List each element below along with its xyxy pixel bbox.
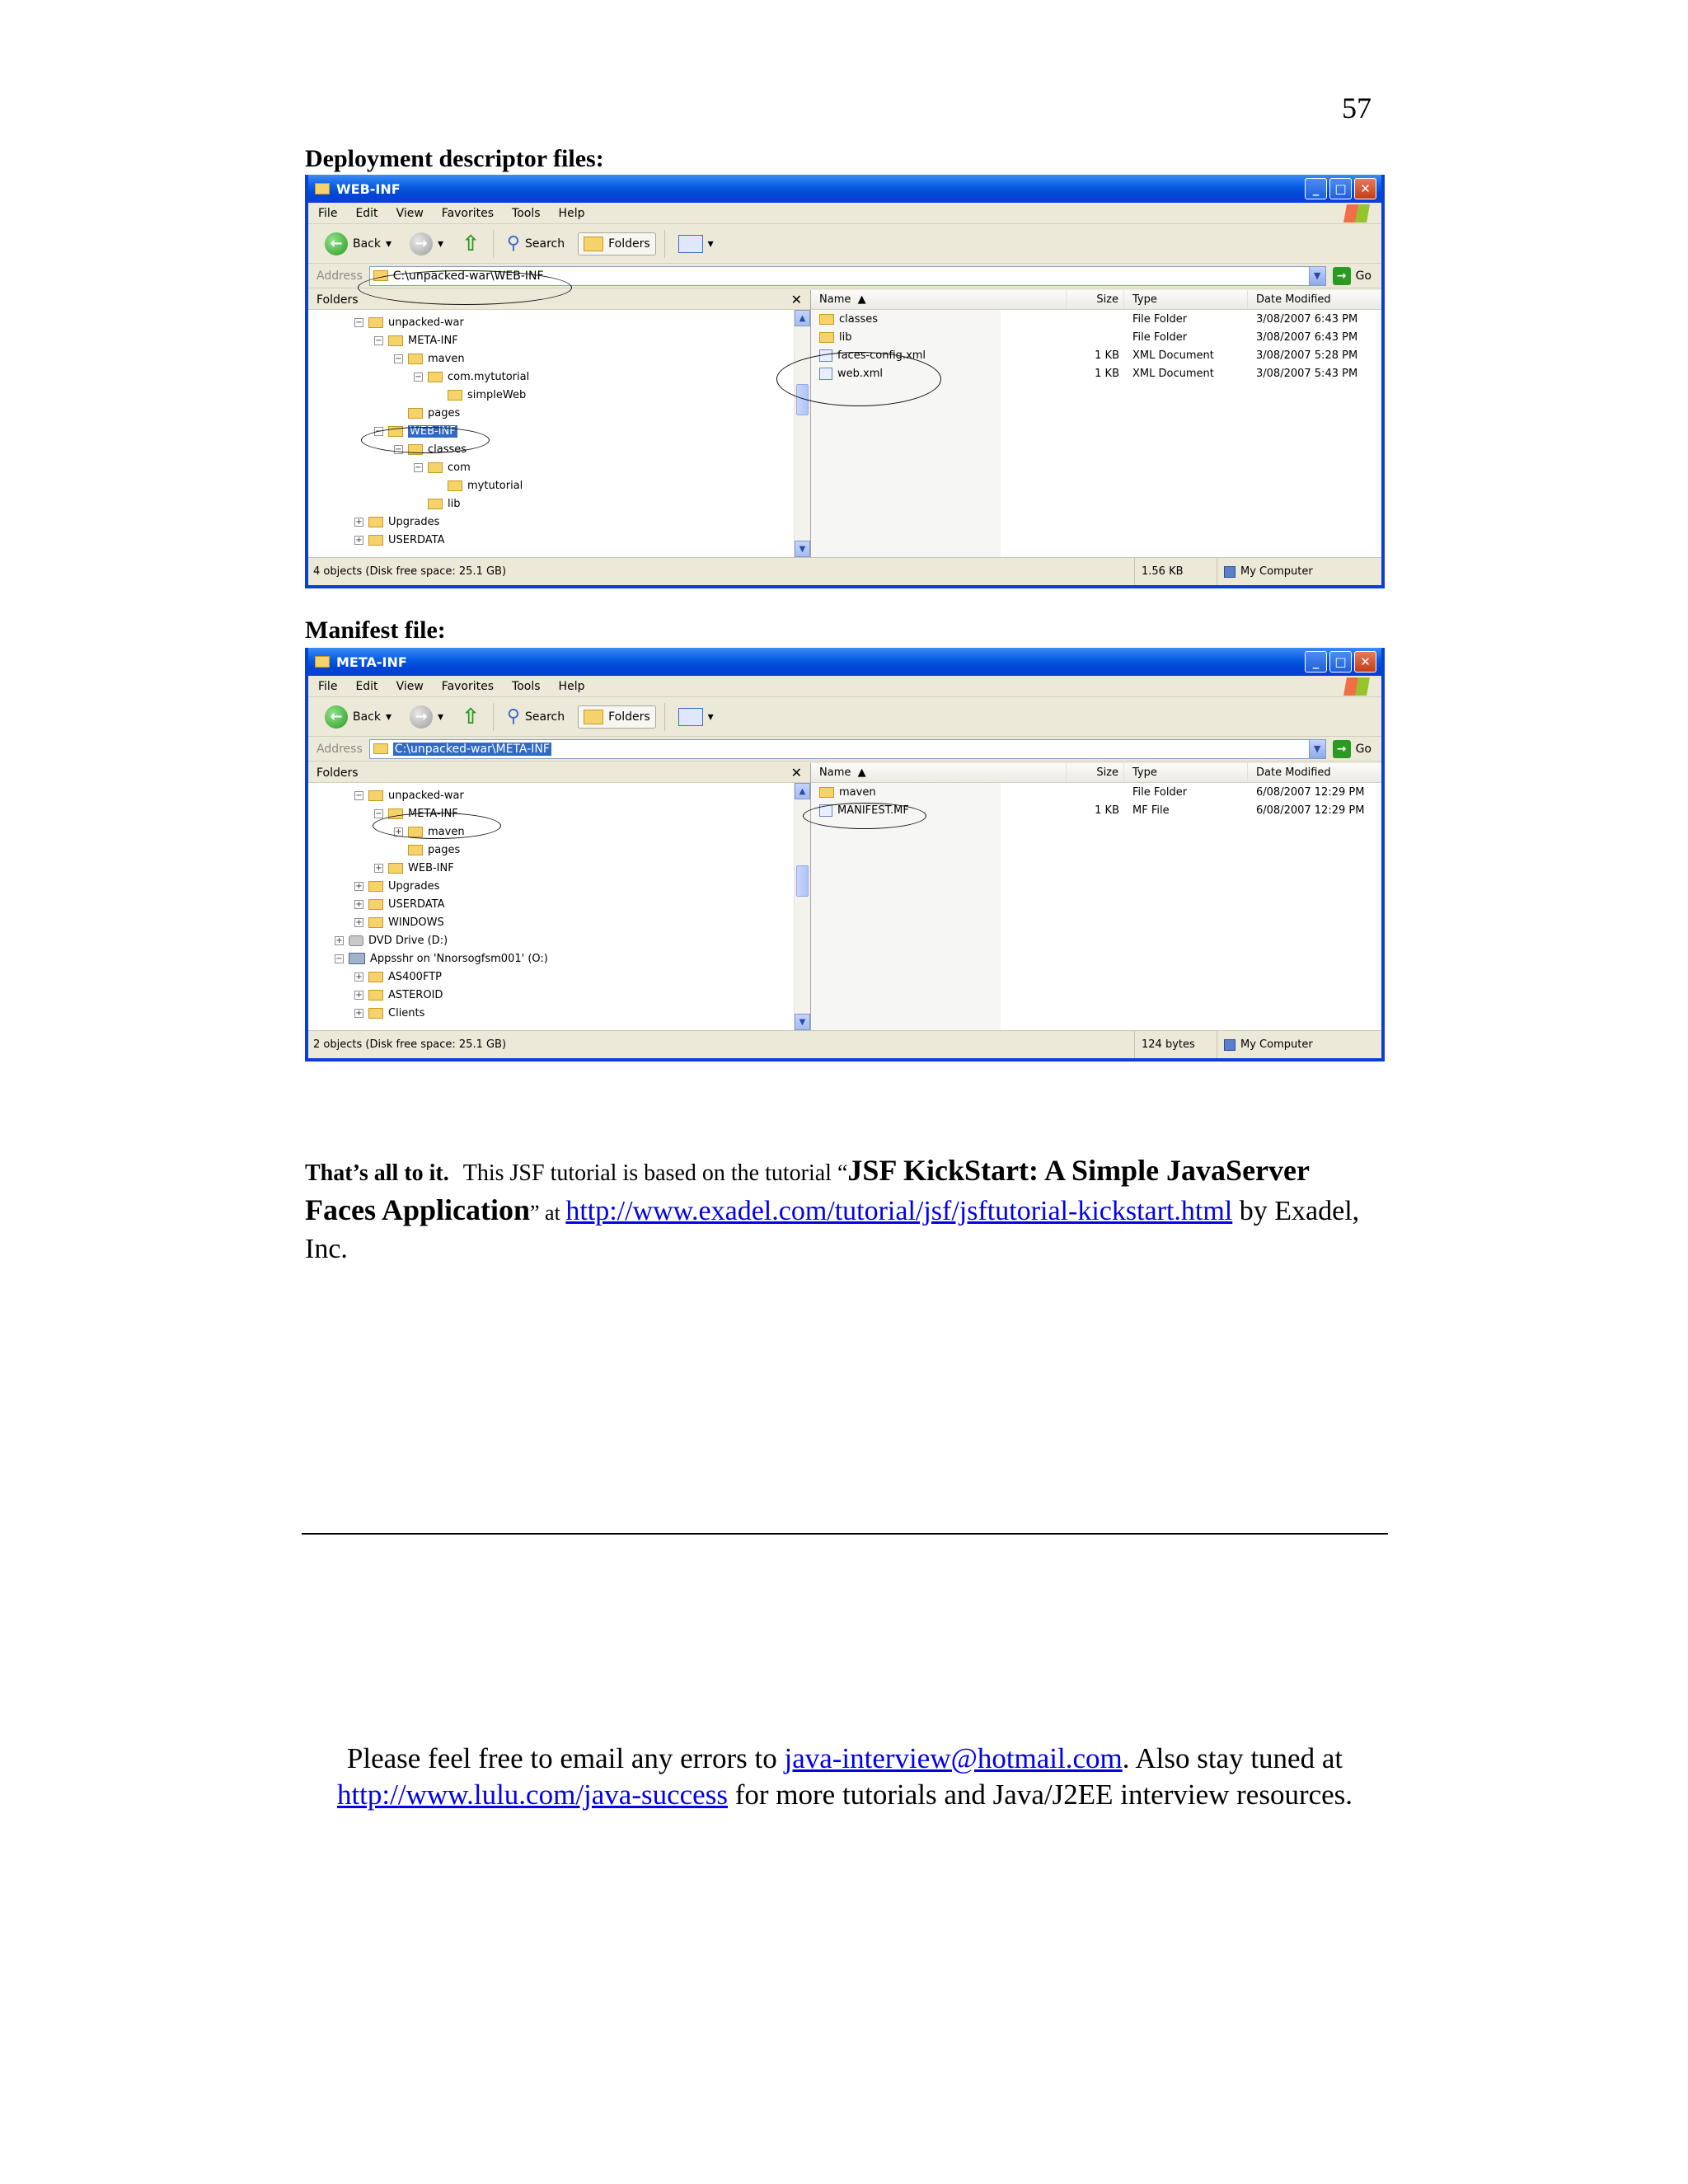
expand-icon[interactable]: + [355, 972, 363, 982]
menu-help[interactable]: Help [558, 206, 585, 220]
menu-bar [308, 203, 1381, 224]
views-icon [678, 708, 703, 726]
column-name-label: Name [819, 293, 851, 306]
minimize-button[interactable]: _ [1305, 178, 1327, 199]
folder-icon [388, 863, 403, 874]
folder-icon [373, 743, 388, 754]
exadel-tutorial-link[interactable]: http://www.exadel.com/tutorial/jsf/jsftutorial-kickstart.html [565, 1196, 1233, 1226]
tree-item[interactable] [308, 440, 810, 458]
folder-icon [408, 845, 423, 855]
address-value: C:\unpacked-war\META-INF [394, 742, 550, 756]
status-bar [308, 557, 1381, 585]
column-size-label: Size [1096, 293, 1118, 306]
tree-item-label: classes [428, 443, 467, 456]
file-date: 3/08/2007 5:28 PM [1256, 349, 1358, 362]
folder-icon [408, 354, 423, 364]
collapse-icon[interactable]: − [375, 335, 382, 345]
column-name[interactable] [811, 290, 1067, 309]
tree-item[interactable] [308, 949, 810, 968]
tree-item-label: AS400FTP [388, 970, 442, 983]
go-button[interactable] [1333, 740, 1381, 758]
window-title: META-INF [336, 654, 407, 670]
close-icon[interactable]: ✕ [790, 292, 802, 307]
column-date[interactable] [1248, 763, 1381, 782]
file-name: maven [839, 785, 876, 799]
scroll-down-arrow-icon[interactable]: ▼ [795, 541, 810, 557]
menu-favorites[interactable]: Favorites [441, 679, 495, 693]
expand-icon[interactable]: + [375, 863, 382, 873]
folders-button[interactable] [578, 705, 656, 729]
go-arrow-icon: → [1333, 740, 1351, 758]
tree-item[interactable] [308, 804, 810, 823]
expand-icon[interactable]: + [355, 1008, 363, 1018]
file-icon [819, 368, 832, 380]
footer-text: Please feel free to email any errors to [346, 1742, 785, 1774]
files-pane [811, 290, 1381, 557]
collapse-icon [394, 409, 403, 418]
column-type[interactable] [1124, 763, 1248, 782]
collapse-icon[interactable]: − [415, 372, 422, 382]
column-name-label: Name [819, 766, 851, 779]
menu-tools[interactable]: Tools [512, 206, 541, 220]
tree-item[interactable] [308, 476, 810, 494]
search-button[interactable] [502, 230, 570, 257]
status-computer [1217, 558, 1381, 585]
folder-icon [428, 372, 443, 382]
folder-icon [368, 899, 383, 910]
expand-icon[interactable]: + [355, 881, 363, 891]
file-icon [819, 804, 832, 817]
folder-icon [428, 462, 443, 473]
credits-text: by Exadel, Inc. [305, 1196, 1360, 1264]
folder-icon [819, 314, 834, 325]
chevron-down-icon[interactable]: ▾ [386, 237, 392, 251]
folders-pane-title: Folders [316, 293, 359, 307]
scroll-up-arrow-icon[interactable]: ▲ [795, 783, 810, 799]
horizontal-rule [302, 1533, 1388, 1535]
menu-edit[interactable]: Edit [355, 679, 378, 693]
menu-help[interactable]: Help [558, 679, 585, 693]
expand-icon[interactable]: + [335, 935, 343, 945]
tree-item-label: simpleWeb [467, 388, 527, 401]
tree-item[interactable] [308, 1004, 810, 1022]
collapse-icon[interactable]: − [355, 790, 363, 800]
tree-item[interactable] [308, 841, 810, 859]
footer-text: for more tutorials and Java/J2EE interview resources. [727, 1779, 1353, 1811]
tree-item-label: META-INF [408, 807, 458, 820]
go-arrow-icon: → [1333, 267, 1351, 285]
file-row[interactable] [811, 801, 1381, 819]
tree-item-label: WEB-INF [410, 424, 456, 438]
tree-item-label: USERDATA [388, 533, 445, 546]
tree-item[interactable] [308, 368, 810, 386]
column-size[interactable] [1067, 763, 1124, 782]
file-size [1067, 328, 1124, 346]
column-size-label: Size [1096, 766, 1118, 779]
status-objects: 4 objects (Disk free space: 25.1 GB) [313, 565, 507, 578]
tree-item[interactable] [308, 313, 810, 331]
file-list [811, 310, 1381, 382]
footer-text: . Also stay tuned at [1122, 1742, 1343, 1774]
folder-icon [368, 790, 383, 801]
status-objects: 2 objects (Disk free space: 25.1 GB) [313, 1038, 507, 1051]
address-dropdown-button[interactable]: ▼ [1309, 267, 1325, 285]
search-icon: ⚲ [506, 706, 520, 727]
credits-paragraph [305, 1152, 1385, 1268]
minimize-button[interactable]: _ [1305, 651, 1327, 673]
tree-item[interactable] [308, 786, 810, 804]
chevron-down-icon[interactable]: ▾ [707, 710, 714, 724]
folders-label: Folders [608, 237, 650, 251]
address-input[interactable] [369, 266, 1326, 286]
file-date: 6/08/2007 12:29 PM [1256, 804, 1365, 817]
expand-icon[interactable]: + [355, 917, 363, 927]
explorer-window-meta-inf [305, 648, 1385, 1062]
tree-item-label: META-INF [408, 334, 458, 347]
back-button[interactable] [320, 229, 396, 259]
folder-icon [408, 444, 423, 455]
folder-icon [408, 408, 423, 419]
window-title: WEB-INF [336, 180, 401, 197]
forward-button[interactable] [405, 229, 448, 259]
folders-pane [308, 290, 811, 557]
menu-view[interactable]: View [396, 206, 424, 220]
folder-icon [373, 270, 388, 281]
back-label: Back [353, 710, 381, 724]
search-label: Search [524, 237, 565, 251]
folder-icon [315, 656, 330, 668]
folder-icon [819, 332, 834, 343]
tree-item-label: com.mytutorial [448, 370, 530, 383]
menu-tools[interactable]: Tools [512, 679, 541, 693]
tree-item-label: Clients [388, 1006, 425, 1019]
tree-item[interactable] [308, 458, 810, 476]
tree-item-label: unpacked-war [388, 789, 464, 802]
file-date: 3/08/2007 5:43 PM [1256, 367, 1358, 380]
status-size: 124 bytes [1134, 1031, 1217, 1058]
column-date-label: Date Modified [1256, 766, 1331, 779]
title-bar[interactable] [308, 175, 1381, 203]
tree-item-label: Upgrades [388, 879, 440, 893]
file-name: faces-config.xml [837, 349, 926, 362]
file-size: 1 KB [1095, 804, 1119, 817]
scroll-thumb[interactable] [796, 384, 809, 415]
folder-icon [388, 426, 403, 437]
address-label: Address [316, 742, 363, 756]
folder-icon [368, 917, 383, 928]
back-arrow-icon: ← [325, 705, 348, 729]
folder-icon [368, 317, 383, 328]
folder-icon [448, 480, 462, 491]
computer-icon [1224, 1039, 1236, 1051]
lulu-link[interactable]: http://www.lulu.com/java-success [336, 1779, 728, 1811]
status-bar [308, 1030, 1381, 1058]
tree-item-label: Upgrades [388, 515, 440, 528]
folder-icon [428, 499, 443, 509]
collapse-icon[interactable]: − [395, 444, 402, 454]
folder-icon [368, 990, 383, 1001]
file-row[interactable] [811, 346, 1381, 364]
address-dropdown-button[interactable]: ▼ [1309, 740, 1325, 758]
folder-icon [388, 335, 403, 346]
folder-icon [368, 881, 383, 892]
folder-icon [368, 535, 383, 546]
tree-item-label: WINDOWS [388, 916, 444, 929]
explorer-window-web-inf [305, 175, 1385, 588]
menu-bar [308, 676, 1381, 697]
tree-item[interactable] [308, 877, 810, 895]
tree-item[interactable] [308, 931, 810, 949]
footer-note [264, 1741, 1426, 1813]
menu-file[interactable]: File [318, 206, 338, 220]
tree-item[interactable] [308, 895, 810, 913]
folders-button[interactable] [578, 232, 656, 255]
title-bar[interactable] [308, 648, 1381, 676]
status-computer [1217, 1031, 1381, 1058]
scroll-down-arrow-icon[interactable]: ▼ [795, 1014, 810, 1030]
forward-arrow-icon: → [410, 705, 433, 729]
tree-item-label: pages [428, 406, 461, 419]
file-size: 1 KB [1095, 367, 1119, 380]
tree-item-label: maven [428, 825, 465, 838]
back-arrow-icon: ← [325, 232, 348, 255]
folder-icon [368, 517, 383, 527]
collapse-icon[interactable]: − [395, 354, 402, 363]
forward-button[interactable] [405, 702, 448, 732]
column-type-label: Type [1132, 766, 1157, 779]
column-headers [811, 763, 1381, 783]
tree-item[interactable] [308, 913, 810, 931]
file-icon [819, 349, 832, 362]
folder-icon [368, 1008, 383, 1019]
scroll-thumb[interactable] [796, 865, 809, 897]
collapse-icon [394, 846, 403, 855]
up-folder-icon: ⇧ [462, 704, 480, 729]
expand-icon[interactable]: + [355, 517, 363, 527]
tree-item[interactable] [308, 531, 810, 549]
search-icon: ⚲ [506, 233, 520, 254]
file-type: XML Document [1132, 349, 1214, 362]
search-button[interactable] [502, 703, 570, 730]
column-date-label: Date Modified [1256, 293, 1331, 306]
status-computer-label: My Computer [1240, 1038, 1313, 1051]
file-size [1067, 783, 1124, 801]
tree-item-label: Appsshr on 'Nnorsogfsm001' (O:) [370, 952, 548, 965]
address-bar [308, 737, 1381, 762]
menu-view[interactable]: View [396, 679, 424, 693]
scroll-up-arrow-icon[interactable]: ▲ [795, 310, 810, 326]
menu-edit[interactable]: Edit [355, 206, 378, 220]
folders-pane [308, 763, 811, 1030]
folder-icon [819, 787, 834, 798]
tree-item[interactable] [308, 494, 810, 513]
file-row[interactable] [811, 328, 1381, 346]
status-size: 1.56 KB [1134, 558, 1217, 585]
folder-icon [368, 972, 383, 982]
views-button[interactable] [673, 232, 719, 256]
folder-scrollbar[interactable] [794, 310, 810, 557]
chevron-down-icon[interactable]: ▾ [386, 710, 392, 724]
file-type: File Folder [1132, 312, 1188, 326]
tree-item[interactable] [308, 422, 810, 440]
tree-item[interactable] [308, 386, 810, 404]
page-number: 57 [1342, 91, 1372, 124]
tree-item[interactable] [308, 513, 810, 531]
sort-up-icon: ▲ [857, 766, 866, 779]
column-headers [811, 290, 1381, 310]
menu-file[interactable]: File [318, 679, 338, 693]
forward-arrow-icon: → [410, 232, 433, 255]
file-list [811, 783, 1381, 819]
file-date: 6/08/2007 12:29 PM [1256, 785, 1365, 799]
tree-item[interactable] [308, 986, 810, 1004]
file-name: web.xml [837, 367, 883, 380]
go-button[interactable] [1333, 267, 1381, 285]
tree-item[interactable] [308, 968, 810, 986]
address-label: Address [316, 269, 363, 283]
go-label: Go [1355, 742, 1372, 756]
expand-icon[interactable]: + [395, 827, 402, 837]
sort-up-icon: ▲ [857, 293, 866, 306]
section-heading-manifest: Manifest file: [305, 616, 446, 644]
windows-logo-icon [1343, 677, 1370, 696]
collapse-icon[interactable]: − [355, 317, 363, 327]
tree-item-label: mytutorial [467, 479, 523, 492]
file-date: 3/08/2007 6:43 PM [1256, 330, 1358, 344]
chevron-down-icon[interactable]: ▾ [438, 237, 444, 251]
credits-lead: That’s all to it. [305, 1160, 449, 1186]
file-name: MANIFEST.MF [837, 804, 909, 817]
tree-item[interactable] [308, 331, 810, 349]
folder-icon [315, 183, 330, 194]
folders-pane-title: Folders [316, 766, 359, 780]
expand-icon[interactable]: + [355, 535, 363, 545]
tree-item-label: WEB-INF [408, 861, 454, 874]
collapse-icon[interactable]: − [375, 426, 382, 436]
tree-item-label: DVD Drive (D:) [368, 934, 448, 947]
address-value: C:\unpacked-war\WEB-INF [392, 269, 544, 283]
back-button[interactable] [320, 702, 396, 732]
folder-scrollbar[interactable] [794, 783, 810, 1030]
folder-tree [308, 783, 810, 1022]
tree-item[interactable] [308, 859, 810, 877]
computer-icon [1224, 566, 1236, 578]
file-date: 3/08/2007 6:43 PM [1256, 312, 1358, 326]
tree-item-label: lib [448, 497, 461, 510]
file-row[interactable] [811, 364, 1381, 382]
tutorial-title: JSF KickStart: A Simple JavaServer Faces Application [305, 1154, 1310, 1226]
folders-icon [584, 237, 603, 251]
chevron-down-icon[interactable]: ▾ [438, 710, 444, 724]
collapse-icon[interactable]: − [335, 954, 343, 963]
address-input[interactable] [369, 739, 1326, 759]
folder-icon [408, 827, 423, 837]
column-type-label: Type [1132, 293, 1157, 306]
up-folder-icon: ⇧ [462, 231, 480, 256]
section-heading-deployment: Deployment descriptor files: [305, 145, 604, 172]
file-row[interactable] [811, 783, 1381, 801]
column-size[interactable] [1067, 290, 1124, 309]
file-name: classes [839, 312, 879, 326]
chevron-down-icon[interactable]: ▾ [707, 237, 714, 251]
tree-item[interactable] [308, 404, 810, 422]
expand-icon[interactable]: + [355, 990, 363, 1000]
file-size [1067, 310, 1124, 328]
credits-text: ” at [530, 1201, 566, 1225]
close-button[interactable]: ✕ [1354, 651, 1376, 673]
collapse-icon [434, 481, 443, 490]
credits-text: This JSF tutorial is based on the tutorial “ [462, 1160, 848, 1186]
file-size: 1 KB [1095, 349, 1119, 362]
maximize-button[interactable]: □ [1329, 651, 1352, 673]
column-date[interactable] [1248, 290, 1381, 309]
file-type: MF File [1132, 804, 1170, 817]
column-name[interactable] [811, 763, 1067, 782]
tree-item-label: ASTEROID [388, 988, 443, 1001]
maximize-button[interactable]: □ [1329, 178, 1352, 199]
go-label: Go [1355, 269, 1372, 283]
tree-item-label: USERDATA [388, 898, 445, 911]
menu-favorites[interactable]: Favorites [441, 206, 495, 220]
address-bar [308, 264, 1381, 288]
tree-item-label: pages [428, 843, 461, 856]
collapse-icon[interactable]: − [375, 808, 382, 818]
views-icon [678, 235, 703, 253]
files-pane [811, 763, 1381, 1030]
search-label: Search [524, 710, 565, 724]
up-button[interactable] [457, 701, 485, 733]
folder-icon [388, 808, 403, 819]
close-icon[interactable]: ✕ [790, 765, 802, 780]
email-link[interactable]: java-interview@hotmail.com [784, 1742, 1123, 1774]
tree-item-label: unpacked-war [388, 316, 464, 329]
collapse-icon [414, 499, 423, 509]
column-type[interactable] [1124, 290, 1248, 309]
up-button[interactable] [457, 228, 485, 260]
views-button[interactable] [673, 705, 719, 729]
network-drive-icon [349, 953, 365, 964]
back-label: Back [353, 237, 381, 251]
toolbar [308, 224, 1381, 264]
expand-icon[interactable]: + [355, 899, 363, 909]
collapse-icon [434, 391, 443, 400]
file-row[interactable] [811, 310, 1381, 328]
file-type: File Folder [1132, 330, 1188, 344]
tree-item-label: com [448, 461, 471, 474]
tree-item[interactable] [308, 349, 810, 368]
dvd-drive-icon [349, 935, 363, 946]
folders-label: Folders [608, 710, 650, 724]
collapse-icon[interactable]: − [415, 462, 422, 472]
folder-tree [308, 310, 810, 549]
tree-item[interactable] [308, 823, 810, 841]
file-type: XML Document [1132, 367, 1214, 380]
folders-icon [584, 710, 603, 724]
folder-icon [448, 390, 462, 401]
file-name: lib [839, 330, 852, 344]
close-button[interactable]: ✕ [1354, 178, 1376, 199]
file-type: File Folder [1132, 785, 1188, 799]
windows-logo-icon [1343, 204, 1370, 223]
status-computer-label: My Computer [1240, 565, 1313, 578]
toolbar [308, 697, 1381, 737]
tree-item-label: maven [428, 352, 465, 365]
